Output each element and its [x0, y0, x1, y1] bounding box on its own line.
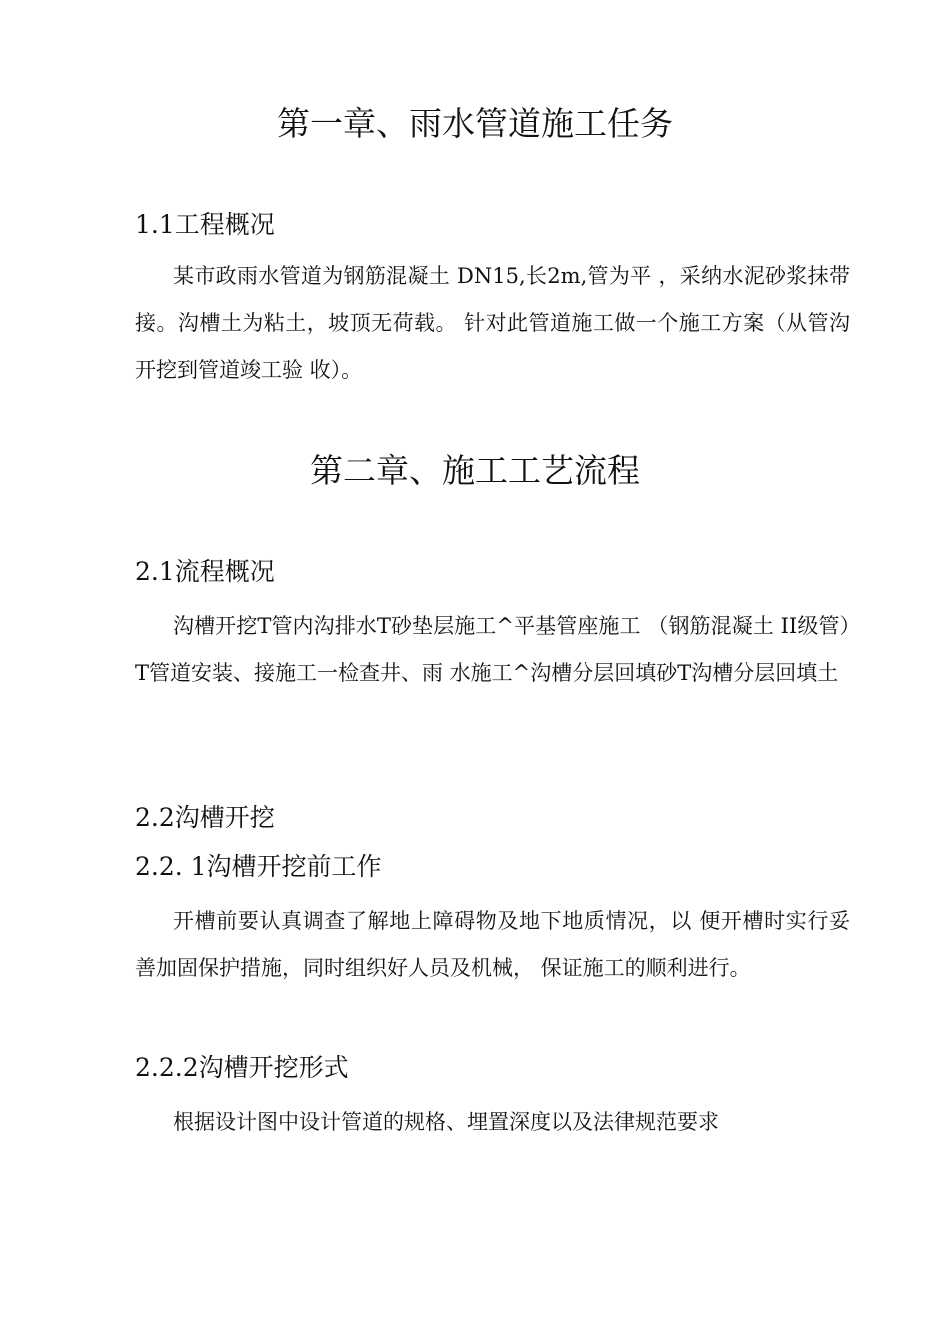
section-2-2-heading: 2.2沟槽开挖 [135, 803, 275, 832]
section-2-1-paragraph: 沟槽开挖T管内沟排水T砂垫层施工^平基管座施工 （钢筋混凝土 II级管）T管道安装、接施工一检查井、雨 水施工^沟槽分层回填砂T沟槽分层回填土 [135, 614, 850, 685]
section-2-2-2-heading: 2.2.2沟槽开挖形式 [135, 1053, 349, 1082]
section-2-1-heading: 2.1流程概况 [135, 557, 275, 586]
section-1-1-heading: 1.1工程概况 [135, 210, 275, 239]
chapter-2-title: 第二章、施工工艺流程 [310, 451, 640, 490]
section-2-2-1-heading: 2.2. 1沟槽开挖前工作 [135, 852, 382, 881]
section-2-2-1-paragraph: 开槽前要认真调查了解地上障碍物及地下地质情况，以 便开槽时实行妥善加固保护措施，同时组织好人员及机械， 保证施工的顺利进行。 [135, 909, 850, 980]
chapter-1-title: 第一章、雨水管道施工任务 [277, 104, 673, 143]
section-2-2-2-paragraph: 根据设计图中设计管道的规格、埋置深度以及法律规范要求 [173, 1110, 719, 1134]
section-1-1-paragraph: 某市政雨水管道为钢筋混凝土 DN15,长2m,管为平 ，采纳水泥砂浆抹带接。沟槽土为粘土，坡顶无荷载。 针对此管道施工做一个施工方案（从管沟开挖到管道竣工验 收）。 [135, 264, 850, 382]
